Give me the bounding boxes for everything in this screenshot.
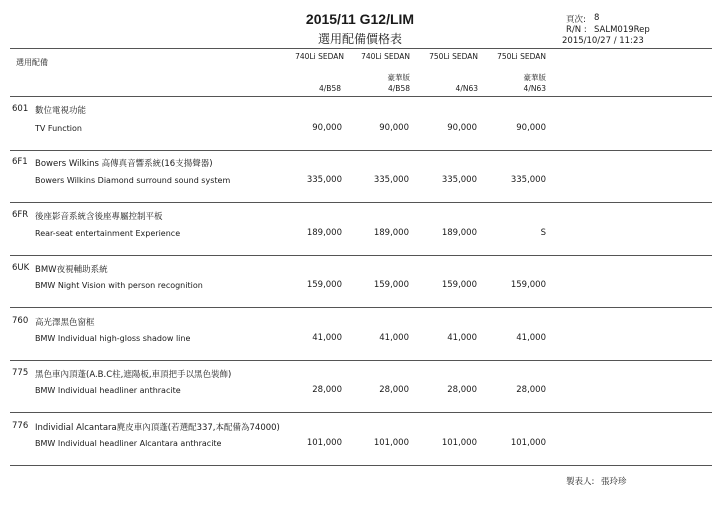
column-1-name: 740Li SEDAN xyxy=(295,52,344,61)
price-col-2: 335,000 xyxy=(373,175,409,185)
option-column-header: 選用配備 xyxy=(16,58,48,67)
price-col-3: 41,000 xyxy=(447,333,477,343)
price-col-1: 189,000 xyxy=(306,228,342,238)
price-col-4: S xyxy=(540,228,546,238)
report-title: 2015/11 G12/LIM xyxy=(305,11,415,27)
price-col-2: 189,000 xyxy=(373,228,409,238)
price-col-2: 41,000 xyxy=(379,333,409,343)
column-1-code: 4/B58 xyxy=(319,84,341,93)
prepared-by-name: 張玲珍 xyxy=(601,477,627,487)
option-name-en: BMW Individual headliner Alcantara anthracite xyxy=(35,439,222,448)
price-col-3: 101,000 xyxy=(441,438,477,448)
price-col-4: 335,000 xyxy=(510,175,546,185)
option-name-zh: BMW夜視輔助系統 xyxy=(35,265,108,275)
price-col-1: 159,000 xyxy=(306,280,342,290)
column-2-name: 740Li SEDAN xyxy=(361,52,410,61)
option-name-zh: Individial Alcantara麂皮車內頂蓬(若選配337,本配備為74000) xyxy=(35,423,280,433)
price-col-3: 335,000 xyxy=(441,175,477,185)
option-name-en: Rear-seat entertainment Experience xyxy=(35,229,181,238)
option-name-zh: Bowers Wilkins 高傳真音響系統(16支揚聲器) xyxy=(35,159,213,169)
header-rule xyxy=(10,48,712,49)
option-name-zh: 高光澤黑色窗框 xyxy=(35,318,95,328)
prepared-by-label: 製表人: xyxy=(566,477,595,487)
row-divider xyxy=(10,465,712,466)
price-col-1: 335,000 xyxy=(306,175,342,185)
page-label: 頁次: xyxy=(566,15,586,25)
price-col-4: 41,000 xyxy=(516,333,546,343)
option-name-zh: 數位電視功能 xyxy=(35,106,87,116)
price-col-2: 101,000 xyxy=(373,438,409,448)
price-col-3: 159,000 xyxy=(441,280,477,290)
report-subtitle: 選用配備價格表 xyxy=(317,32,402,46)
option-code: 6FR xyxy=(12,210,29,220)
column-3-code: 4/N63 xyxy=(455,84,478,93)
price-col-2: 28,000 xyxy=(379,385,409,395)
option-code: 760 xyxy=(12,316,29,326)
column-4-code: 4/N63 xyxy=(523,84,546,93)
rn-label: R/N : xyxy=(566,25,587,35)
report-datetime: 2015/10/27 / 11:23 xyxy=(562,36,644,46)
price-col-4: 159,000 xyxy=(510,280,546,290)
column-header-rule xyxy=(10,96,712,97)
option-name-en: Bowers Wilkins Diamond surround sound system xyxy=(35,176,231,185)
column-4-variant: 豪華版 xyxy=(523,73,546,82)
price-col-1: 28,000 xyxy=(312,385,342,395)
row-divider xyxy=(10,307,712,308)
price-col-1: 101,000 xyxy=(306,438,342,448)
price-col-4: 90,000 xyxy=(516,123,546,133)
option-name-en: BMW Individual high-gloss shadow line xyxy=(35,334,191,343)
price-col-3: 90,000 xyxy=(447,123,477,133)
row-divider xyxy=(10,412,712,413)
option-code: 776 xyxy=(12,421,29,431)
price-col-4: 101,000 xyxy=(510,438,546,448)
price-col-2: 90,000 xyxy=(379,123,409,133)
option-name-en: BMW Individual headliner anthracite xyxy=(35,386,181,395)
column-2-variant: 豪華版 xyxy=(387,73,410,82)
price-col-2: 159,000 xyxy=(373,280,409,290)
option-code: 775 xyxy=(12,368,29,378)
option-name-en: BMW Night Vision with person recognition xyxy=(35,281,203,290)
price-col-3: 189,000 xyxy=(441,228,477,238)
price-col-1: 41,000 xyxy=(312,333,342,343)
option-code: 6UK xyxy=(12,263,30,273)
page-number: 8 xyxy=(594,13,600,23)
option-code: 601 xyxy=(12,104,29,114)
price-col-4: 28,000 xyxy=(516,385,546,395)
option-code: 6F1 xyxy=(12,157,28,167)
row-divider xyxy=(10,255,712,256)
row-divider xyxy=(10,202,712,203)
price-col-1: 90,000 xyxy=(312,123,342,133)
row-divider xyxy=(10,360,712,361)
rn-value: SALM019Rep xyxy=(594,25,650,35)
column-4-name: 750Li SEDAN xyxy=(497,52,546,61)
price-col-3: 28,000 xyxy=(447,385,477,395)
row-divider xyxy=(10,150,712,151)
option-name-zh: 黑色車內頂蓬(A.B.C柱,遮陽板,車頂把手以黑色裝飾) xyxy=(35,370,232,380)
option-name-en: TV Function xyxy=(35,124,82,133)
option-name-zh: 後座影音系統含後座專屬控制平板 xyxy=(35,212,163,222)
column-2-code: 4/B58 xyxy=(388,84,410,93)
column-3-name: 750Li SEDAN xyxy=(429,52,478,61)
